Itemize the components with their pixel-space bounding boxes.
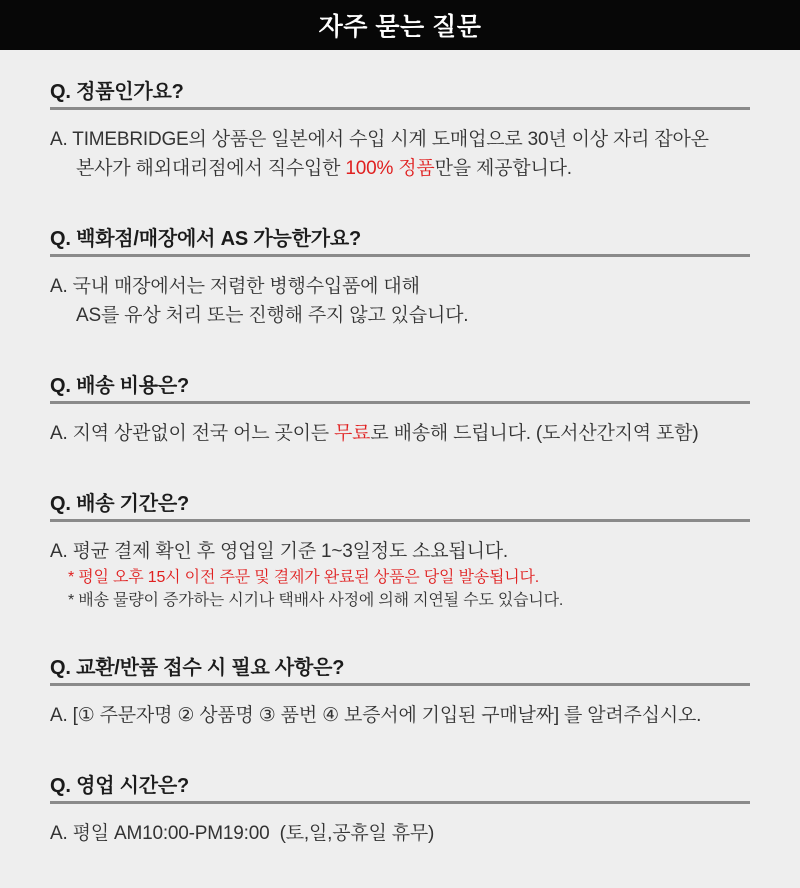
faq-item <box>50 374 750 448</box>
faq-item <box>50 227 750 330</box>
question-heading: Q. 교환/반품 접수 시 필요 사항은? <box>50 657 345 679</box>
answer <box>50 125 750 183</box>
answer <box>50 419 750 448</box>
question-heading: Q. 정품인가요? <box>50 81 184 103</box>
answer <box>50 701 750 730</box>
answer-line <box>50 419 750 448</box>
faq-item <box>50 656 750 730</box>
answer-text: 본사가 해외대리점에서 직수입한 <box>76 158 346 179</box>
answer-text: A. 국내 매장에서는 저렴한 병행수입품에 대해 <box>50 276 420 297</box>
question-heading: Q. 영업 시간은? <box>50 775 190 797</box>
answer-text: A. 평균 결제 확인 후 영업일 기준 1~3일정도 소요됩니다. <box>50 541 508 562</box>
faq-header <box>0 0 800 50</box>
answer-text: * 배송 물량이 증가하는 시기나 택배사 사정에 의해 지연될 수도 있습니다. <box>68 592 564 609</box>
answer-note-line <box>50 566 750 589</box>
answer-text: A. 평일 AM10:00-PM19:00 (토,일,공휴일 휴무) <box>50 823 435 844</box>
highlight-red-text: 무료 <box>334 423 371 444</box>
answer-text: 로 배송해 드립니다. (도서산간지역 포함) <box>370 423 699 444</box>
answer-line <box>50 125 750 154</box>
faq-item <box>50 492 750 612</box>
answer-text: A. TIMEBRIDGE의 상품은 일본에서 수입 시계 도매업으로 30년 이상 자리 잡아온 <box>50 129 709 150</box>
faq-list <box>0 50 800 848</box>
answer-line <box>50 701 750 730</box>
question-heading: Q. 배송 기간은? <box>50 493 190 515</box>
answer <box>50 272 750 330</box>
faq-item <box>50 774 750 848</box>
answer-line <box>50 819 750 848</box>
question-divider <box>50 801 750 804</box>
answer <box>50 537 750 612</box>
answer-line <box>50 154 750 183</box>
page-title: 자주 묻는 질문 <box>318 13 482 41</box>
answer-line <box>50 537 750 566</box>
question-divider <box>50 519 750 522</box>
question-divider <box>50 401 750 404</box>
answer-line <box>50 272 750 301</box>
question-divider <box>50 107 750 110</box>
question-divider <box>50 683 750 686</box>
highlight-red-text: * 평일 오후 15시 이전 주문 및 결제가 완료된 상품은 당일 발송됩니다. <box>68 569 540 586</box>
answer-text: A. [① 주문자명 ② 상품명 ③ 품번 ④ 보증서에 기입된 구매날짜] 를 알려주십시오. <box>50 705 702 726</box>
answer-note-line <box>50 589 750 612</box>
question-heading: Q. 배송 비용은? <box>50 375 190 397</box>
question-divider <box>50 254 750 257</box>
highlight-red-text: 100% 정품 <box>345 158 435 179</box>
answer-text: AS를 유상 처리 또는 진행해 주지 않고 있습니다. <box>76 305 469 326</box>
answer <box>50 819 750 848</box>
question-heading: Q. 백화점/매장에서 AS 가능한가요? <box>50 228 361 250</box>
faq-item <box>50 80 750 183</box>
answer-text: 만을 제공합니다. <box>434 158 572 179</box>
answer-line <box>50 301 750 330</box>
answer-text: A. 지역 상관없이 전국 어느 곳이든 <box>50 423 335 444</box>
